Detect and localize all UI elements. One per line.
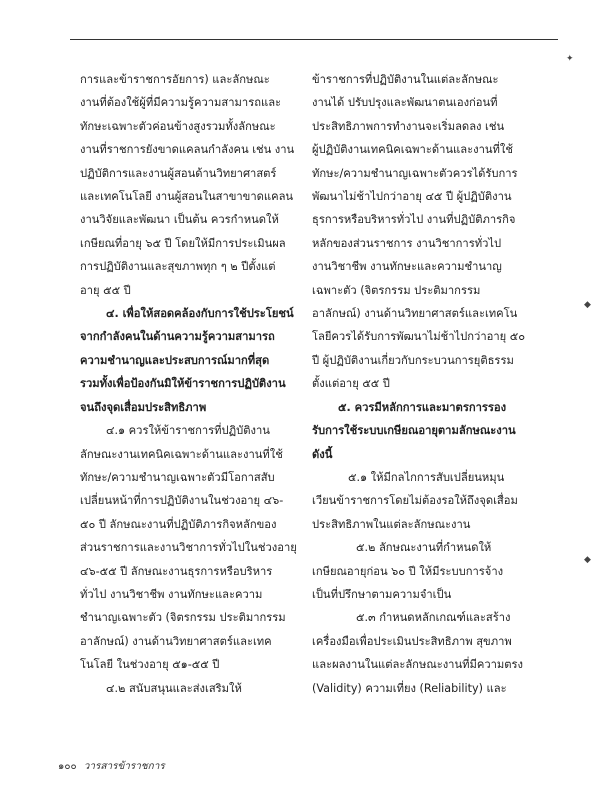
text-line: และเทคโนโลยี งานผู้สอนในสาขาขาดแคลน bbox=[80, 190, 294, 204]
text-line: รวมทั้งเพื่อป้องกันมิให้ข้าราชการปฏิบัติงาน bbox=[80, 377, 286, 391]
text-line: เครื่องมือเพื่อประเมินประสิทธิภาพ สุขภาพ bbox=[312, 634, 512, 648]
text-line: ทักษะ/ความชำนาญเฉพาะตัวมีโอกาสสับ bbox=[80, 470, 275, 484]
text-line: อายุ ๕๕ ปี bbox=[80, 283, 131, 297]
text-line: โลยีควรได้รับการพัฒนาไม่ช้าไปกว่าอายุ ๕๐ bbox=[312, 330, 526, 344]
text-line: อาลักษณ์) งานด้านวิทยาศาสตร์และเทคโน bbox=[312, 307, 518, 321]
text-line: จนถึงจุดเสื่อมประสิทธิภาพ bbox=[80, 400, 207, 414]
left-column bbox=[80, 68, 300, 700]
text-line: อาลักษณ์) งานด้านวิทยาศาสตร์และเทค bbox=[80, 634, 272, 648]
text-line: งานวิชาชีพ งานทักษะและความชำนาญ bbox=[312, 260, 502, 274]
text-line: ทั่วไป งานวิชาชีพ งานทักษะและความ bbox=[80, 587, 263, 601]
text-line: ส่วนราชการและงานวิชาการทั่วไปในช่วงอายุ bbox=[80, 541, 297, 555]
text-line: ๕.๓ กำหนดหลักเกณฑ์และสร้าง bbox=[356, 611, 511, 625]
text-line: ทักษะ/ความชำนาญเฉพาะตัวควรได้รับการ bbox=[312, 166, 518, 180]
text-line: รับการใช้ระบบเกษียณอายุตามลักษณะงาน bbox=[312, 424, 516, 438]
text-line: ลักษณะงานเทคนิคเฉพาะด้านและงานที่ใช้ bbox=[80, 447, 283, 461]
journal-name: วารสารข้าราชการ bbox=[83, 761, 165, 772]
text-line: ความชำนาญและประสบการณ์มากที่สุด bbox=[80, 353, 270, 367]
text-line: การปฏิบัติงานและสุขภาพทุก ๆ ๒ ปีตั้งแต่ bbox=[80, 260, 276, 274]
text-line: เปลี่ยนหน้าที่การปฏิบัติงานในช่วงอายุ ๔๖- bbox=[80, 494, 284, 508]
text-line: โนโลยี ในช่วงอายุ ๕๑-๕๕ ปี bbox=[80, 658, 220, 672]
text-line: จากกำลังคนในด้านความรู้ความสามารถ bbox=[80, 330, 275, 344]
top-rule bbox=[70, 39, 558, 40]
text-line: เกษียณที่อายุ ๖๕ ปี โดยให้มีการประเมินผล bbox=[80, 236, 286, 250]
text-line: (Validity) ความเที่ยง (Reliability) และ bbox=[312, 681, 507, 695]
page-number: ๑๐๐ bbox=[58, 761, 77, 772]
text-line: งานวิจัยและพัฒนา เป็นต้น ควรกำหนดให้ bbox=[80, 213, 279, 227]
margin-mark: ◆ bbox=[584, 300, 591, 310]
text-line: งานที่ต้องใช้ผู้ที่มีความรู้ความสามารถและ bbox=[80, 96, 282, 110]
text-line: ชำนาญเฉพาะตัว (จิตรกรรม ประติมากรรม bbox=[80, 611, 286, 625]
text-line: ข้าราชการที่ปฏิบัติงานในแต่ละลักษณะ bbox=[312, 73, 499, 86]
text-line: พัฒนาไม่ช้าไปกว่าอายุ ๔๕ ปี ผู้ปฏิบัติงาน bbox=[312, 190, 512, 204]
text-line: ประสิทธิภาพในแต่ละลักษณะงาน bbox=[312, 517, 471, 531]
text-line: ธุรการหรือบริหารทั่วไป งานที่ปฏิบัติภารกิจ bbox=[312, 213, 516, 227]
text-line: ๕๐ ปี ลักษณะงานที่ปฏิบัติภารกิจหลักของ bbox=[80, 517, 277, 531]
text-line: ปฏิบัติการและงานผู้สอนด้านวิทยาศาสตร์ bbox=[80, 166, 277, 180]
text-line: ๕. ควรมีหลักการและมาตรการรอง bbox=[338, 400, 507, 414]
text-line: ๕.๒ ลักษณะงานที่กำหนดให้ bbox=[356, 541, 492, 555]
text-line: หลักของส่วนราชการ งานวิชาการทั่วไป bbox=[312, 236, 502, 250]
text-line: เป็นที่ปรึกษาตามความจำเป็น bbox=[312, 587, 452, 601]
text-line: ๔. เพื่อให้สอดคล้องกับการใช้ประโยชน์ bbox=[106, 307, 294, 321]
text-line: ๔๖-๕๕ ปี ลักษณะงานธุรการหรือบริหาร bbox=[80, 564, 273, 578]
text-line: เฉพาะตัว (จิตรกรรม ประติมากรรม bbox=[312, 283, 481, 297]
text-line: ปี ผู้ปฏิบัติงานเกี่ยวกับกระบวนการยุติธรรม bbox=[312, 353, 514, 367]
text-line: ประสิทธิภาพการทำงานจะเริ่มลดลง เช่น bbox=[312, 119, 505, 133]
margin-mark: ✦ bbox=[566, 54, 574, 64]
text-line: ดังนี้ bbox=[312, 447, 333, 461]
text-line: ๕.๑ ให้มีกลไกการสับเปลี่ยนหมุน bbox=[348, 470, 505, 484]
text-line: และผลงานในแต่ละลักษณะงานที่มีความตรง bbox=[312, 658, 524, 672]
right-column bbox=[312, 68, 538, 700]
margin-mark: ◆ bbox=[584, 555, 591, 565]
text-line: ตั้งแต่อายุ ๕๕ ปี bbox=[312, 377, 390, 391]
text-line: งานได้ ปรับปรุงและพัฒนาตนเองก่อนที่ bbox=[312, 96, 498, 110]
text-line: ๔.๒ สนับสนุนและส่งเสริมให้ bbox=[106, 681, 242, 695]
page-footer bbox=[58, 759, 165, 774]
text-line: เวียนข้าราชการโดยไม่ต้องรอให้ถึงจุดเสื่อม bbox=[312, 494, 518, 508]
text-line: ทักษะเฉพาะตัวค่อนข้างสูงรวมทั้งลักษณะ bbox=[80, 119, 276, 133]
text-line: เกษียณอายุก่อน ๖๐ ปี ให้มีระบบการจ้าง bbox=[312, 564, 504, 578]
text-line: การและข้าราชการอัยการ) และลักษณะ bbox=[80, 73, 270, 86]
text-line: ๔.๑ ควรให้ข้าราชการที่ปฏิบัติงาน bbox=[106, 424, 270, 438]
text-line: งานที่ราชการยังขาดแคลนกำลังคน เช่น งาน bbox=[80, 143, 295, 157]
text-line: ผู้ปฏิบัติงานเทคนิคเฉพาะด้านและงานที่ใช้ bbox=[312, 143, 513, 157]
